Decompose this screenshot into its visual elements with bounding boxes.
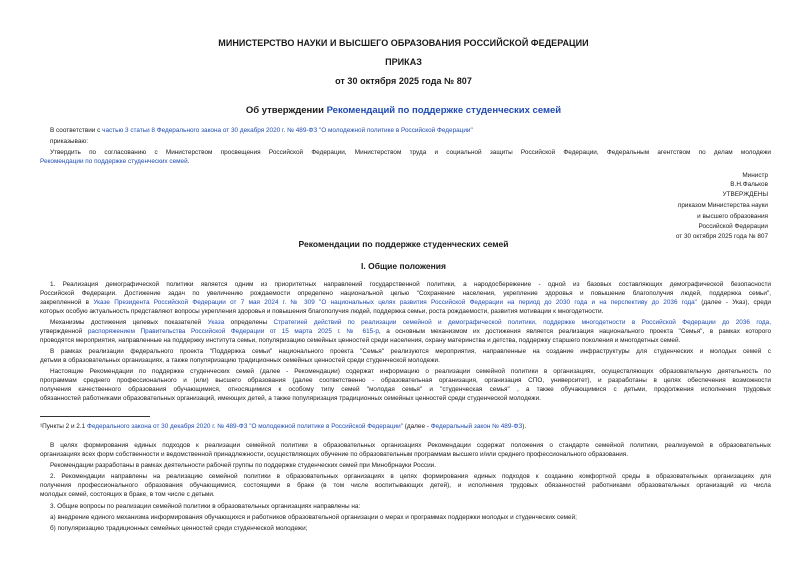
law-link[interactable]: частью 3 статьи 8 Федерального закона от 30 декабря 2020 г. № 489-ФЗ "О молодежной политике в Российской Федерации" xyxy=(102,127,473,134)
para6-line: Рекомендации разработаны в рамках деятельности рабочей группы по поддержке студенческих семей при Минобрнауки России. xyxy=(50,462,437,469)
order-date-number: от 30 октября 2025 года № 807 xyxy=(335,76,472,86)
order-title xyxy=(0,105,807,116)
signature-name: В.Н.Фальков xyxy=(730,181,768,188)
ministry-heading: МИНИСТЕРСТВО НАУКИ И ВЫСШЕГО ОБРАЗОВАНИЯ РОССИЙСКОЙ ФЕДЕРАЦИИ xyxy=(218,38,589,48)
footnote-text: ). xyxy=(522,423,527,430)
footnote-marker: ¹ xyxy=(40,423,43,430)
para8-item-a: а) внедрение единого механизма информирования обучающихся и работников образовательной организации о мерах и программах поддержки молодых и студенческих семей; xyxy=(50,514,577,521)
order-title-link[interactable]: Рекомендаций по поддержке студенческих семей xyxy=(326,105,562,116)
approve-end: . xyxy=(187,158,190,165)
para2-line: проводятся мероприятия, направленные на поддержку института семьи, популяризацию семейных ценностей среди населения, охрану материнства и детства, поддержку старшего поколения и многодетных семей. xyxy=(40,337,681,344)
para3-line: детьми в образовательных организациях, а также популяризацию традиционных семейных ценностей среди студенческой молодежи. xyxy=(40,357,440,364)
para7-line: 2. Рекомендации направлены на реализацию семейной политики в образовательных организациях в целях формирования единых подходов к созданию комфортной среды в образовательных организациях для xyxy=(50,473,771,480)
strategy-link[interactable]: Стратегией действий по реализации семейной и демографической политики, поддержке многодетности в Российской Федерации до 2036 года, xyxy=(273,319,771,326)
para5-line: организациях всех форм собственности и ведомственной принадлежности, осуществляющих обучение по образовательным программам высшего и/или среднего профессионального образования. xyxy=(40,451,629,458)
footnote-separator xyxy=(40,416,150,417)
para1-line: которых особую актуальность представляют вопросы укрепления здоровья и повышения благополучия людей, поддержка семьи, роста рождаемости, развития мотивации к многодетности. xyxy=(40,308,604,315)
para1-text: (далее - Указ), среди xyxy=(696,299,772,306)
footnote xyxy=(40,422,526,431)
approve-line-2 xyxy=(40,157,189,166)
para2-text: определены xyxy=(224,319,274,326)
approval-line: УТВЕРЖДЕНЫ xyxy=(722,191,768,198)
para4-line: обязанностей работниками образовательных организаций, имеющих детей, а также популяризация традиционных семейных ценностей среди студенческой молодежи. xyxy=(40,395,541,402)
recommendations-link[interactable]: Рекомендации по поддержке студенческих семей xyxy=(40,158,188,165)
approval-line: Российской Федерации xyxy=(698,223,768,230)
para1-text: закрепленной в xyxy=(40,299,94,306)
preamble-order-word: приказываю: xyxy=(50,138,88,145)
approval-line: и высшего образования xyxy=(697,213,768,220)
para2-text: , а основным механизмом их достижения является реализация национального проекта "Семья", в рамках которого xyxy=(378,328,771,335)
para2-text: Механизмы достижения целевых показателей xyxy=(50,319,208,326)
signature-position: Министр xyxy=(742,172,768,179)
doc-type-heading: ПРИКАЗ xyxy=(385,57,422,67)
approval-line: приказом Министерства науки xyxy=(677,202,768,209)
section-1-heading: I. Общие положения xyxy=(361,261,446,271)
preamble-text: В соответствии с xyxy=(50,127,103,134)
footnote-text: Пункты 2 и 2.1 xyxy=(42,423,87,430)
para3-line: В рамках реализации федерального проекта "Поддержка семьи" национального проекта "Семья" реализуются мероприятия, направленные на создание инфраструктуры для студенческих и молодых семей с xyxy=(50,348,771,355)
approval-line: от 30 октября 2025 года № 807 xyxy=(675,233,768,240)
government-order-link[interactable]: распоряжением Правительства Российской Федерации от 15 марта 2025 г. № 615-р xyxy=(87,328,379,335)
footnote-law-link[interactable]: Федерального закона от 30 декабря 2020 г. № 489-ФЗ "О молодежной политике в Российской Федерации" xyxy=(86,423,403,430)
preamble-line-1 xyxy=(50,126,473,135)
decree-link[interactable]: Указе Президента Российской Федерации от 7 мая 2024 г. № 309 "О национальных целях развития Российской Федерации на период до 2030 года и на перспективу до 2036 года" xyxy=(93,299,697,306)
para7-line: получения профессионального образования обучающимися, состоящими в браке (в том числе воспитывающих детей), и исполнения трудовых обязанностей работниками образовательных организаций из числа xyxy=(40,482,771,489)
footnote-text: (далее - xyxy=(402,423,431,430)
para8-item-b: б) популяризацию традиционных семейных ценностей среди студенческой молодежи; xyxy=(50,525,308,532)
para1-line: Российской Федерации. Достижение задач по увеличению рождаемости определено национальной целью "Сохранение населения, укрепление здоровья и повышение благополучия людей, поддержка семьи", xyxy=(40,290,771,297)
para8-line: 3. Общие вопросы по реализации семейной политики в образовательных организациях направлены на: xyxy=(50,503,361,510)
recommendations-heading: Рекомендации по поддержке студенческих семей xyxy=(298,239,509,249)
para2-text: утвержденной xyxy=(40,328,88,335)
para4-line: Настоящие Рекомендации по поддержке студенческих семей (далее - Рекомендации) содержат информацию о реализации семейной политики в организациях, осуществляющих образовательную деятельность по xyxy=(50,368,771,375)
para2-line xyxy=(50,318,771,327)
para1-line xyxy=(40,298,771,307)
para7-line: молодых семей, состоящих в браке, в том числе с детьми. xyxy=(40,491,215,498)
para5-line: В целях формирования единых подходов к реализации семейной политики в образовательных организациях Рекомендации содержат положения о стандарте семейной политики, реализуемой в образовательных xyxy=(50,442,771,449)
para1-line: 1. Реализация демографической политики является одним из приоритетных направлений государственной политики, а народосбережение - одной из базовых составляющих демографической безопасности xyxy=(50,281,771,288)
para4-line: получения качественного образования обучающимися, относящимися к особому типу семей "молодая семья" и "студенческая семья" , а также обучающимися с детьми, продолжения исполнения трудовых xyxy=(40,386,771,393)
ukaz-link[interactable]: Указа xyxy=(207,319,225,326)
order-title-prefix: Об утверждении xyxy=(245,105,327,116)
footnote-short-law-link[interactable]: Федеральный закон № 489-ФЗ xyxy=(430,423,523,430)
approve-line-1: Утвердить по согласованию с Министерством просвещения Российской Федерации, Министерством труда и социальной защиты Российской Федерации, Федеральным агентством по делам молодежи xyxy=(50,149,771,156)
para4-line: программам среднего профессионального и (или) высшего образования (далее соответственно - образовательная организация, организация СПО, университет), и разработаны в целях обеспечения возможности xyxy=(40,377,771,384)
para2-line xyxy=(40,327,771,336)
